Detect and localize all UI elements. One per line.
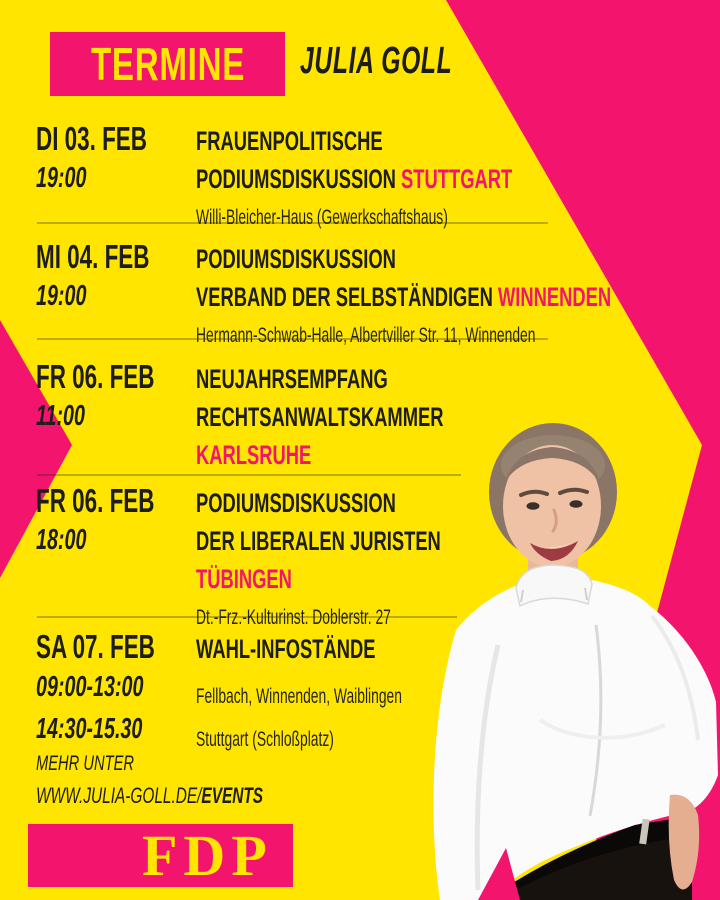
event-info-col	[196, 240, 716, 350]
event-title-text: PODIUMSDISKUSSION	[196, 488, 396, 518]
event-title-line	[196, 360, 550, 398]
event-time: 14:30-15.30	[36, 713, 143, 745]
event-title-text: FRAUENPOLITISCHE	[196, 126, 383, 156]
event-venue: Willi-Bleicher-Haus (Gewerkschaftshaus)	[196, 206, 448, 229]
event-title-line	[196, 484, 550, 522]
event-title-line	[196, 398, 550, 436]
event-title-line	[196, 630, 550, 668]
divider	[37, 616, 457, 618]
website-url-bold: EVENTS	[201, 783, 264, 808]
event-date-col	[36, 238, 194, 316]
event-info-col	[196, 360, 716, 474]
divider	[37, 338, 548, 340]
event-time: 09:00-13:00	[36, 671, 144, 703]
event-title-text: VERBAND DER SELBSTÄNDIGEN	[196, 282, 493, 312]
more-info-label: MEHR UNTER	[36, 752, 134, 775]
event-title-line	[196, 522, 550, 560]
event-info-col	[196, 484, 716, 632]
website-url	[36, 783, 263, 809]
event-venue: Fellbach, Winnenden, Waiblingen	[196, 685, 402, 708]
event-info-col	[196, 630, 716, 754]
event-title-line	[196, 278, 612, 316]
event-title-line	[196, 160, 550, 198]
event-date: SA 07. FEB	[36, 628, 155, 665]
event-info-col	[196, 122, 716, 232]
event-date-col	[36, 628, 194, 750]
event-time: 19:00	[36, 280, 87, 312]
event-venue: Dt.-Frz.-Kulturinst. Doblerstr. 27	[196, 606, 391, 629]
event-title-text: PODIUMSDISKUSSION	[196, 244, 396, 274]
event-date-col	[36, 482, 194, 560]
event-date: MI 04. FEB	[36, 238, 150, 275]
termine-badge	[50, 32, 285, 96]
event-date: FR 06. FEB	[36, 358, 155, 395]
divider	[37, 222, 548, 224]
event-title-text: PODIUMSDISKUSSION	[196, 164, 396, 194]
event-date-col	[36, 120, 194, 198]
event-title-text: RECHTSANWALTSKAMMER	[196, 402, 444, 432]
candidate-name: JULIA GOLL	[300, 40, 453, 82]
event-title-text: NEUJAHRSEMPFANG	[196, 364, 388, 394]
event-time: 19:00	[36, 162, 87, 194]
termine-badge-label: TERMINE	[90, 38, 245, 90]
event-time: 18:00	[36, 524, 87, 556]
event-title-line	[196, 436, 550, 474]
event-city: TÜBINGEN	[196, 564, 292, 594]
event-date: DI 03. FEB	[36, 120, 147, 157]
event-city: KARLSRUHE	[196, 440, 312, 470]
event-venue: Hermann-Schwab-Halle, Albertviller Str. 11, Winnenden	[196, 324, 536, 347]
divider	[37, 474, 461, 476]
event-title-line	[196, 122, 550, 160]
event-date-col	[36, 358, 194, 436]
website-url-regular: WWW.JULIA-GOLL.DE/	[36, 783, 202, 808]
event-title-line	[196, 240, 550, 278]
event-title-line	[196, 560, 550, 598]
event-time: 11:00	[36, 400, 85, 432]
event-title-text: WAHL-INFOSTÄNDE	[196, 634, 376, 664]
event-date: FR 06. FEB	[36, 482, 155, 519]
event-city: STUTTGART	[395, 164, 513, 194]
event-venue: Stuttgart (Schloßplatz)	[196, 728, 334, 751]
event-title-text: DER LIBERALEN JURISTEN	[196, 526, 441, 556]
fdp-logo-text: FDP	[142, 822, 273, 888]
fdp-logo	[28, 824, 293, 887]
event-city: WINNENDEN	[492, 282, 612, 312]
